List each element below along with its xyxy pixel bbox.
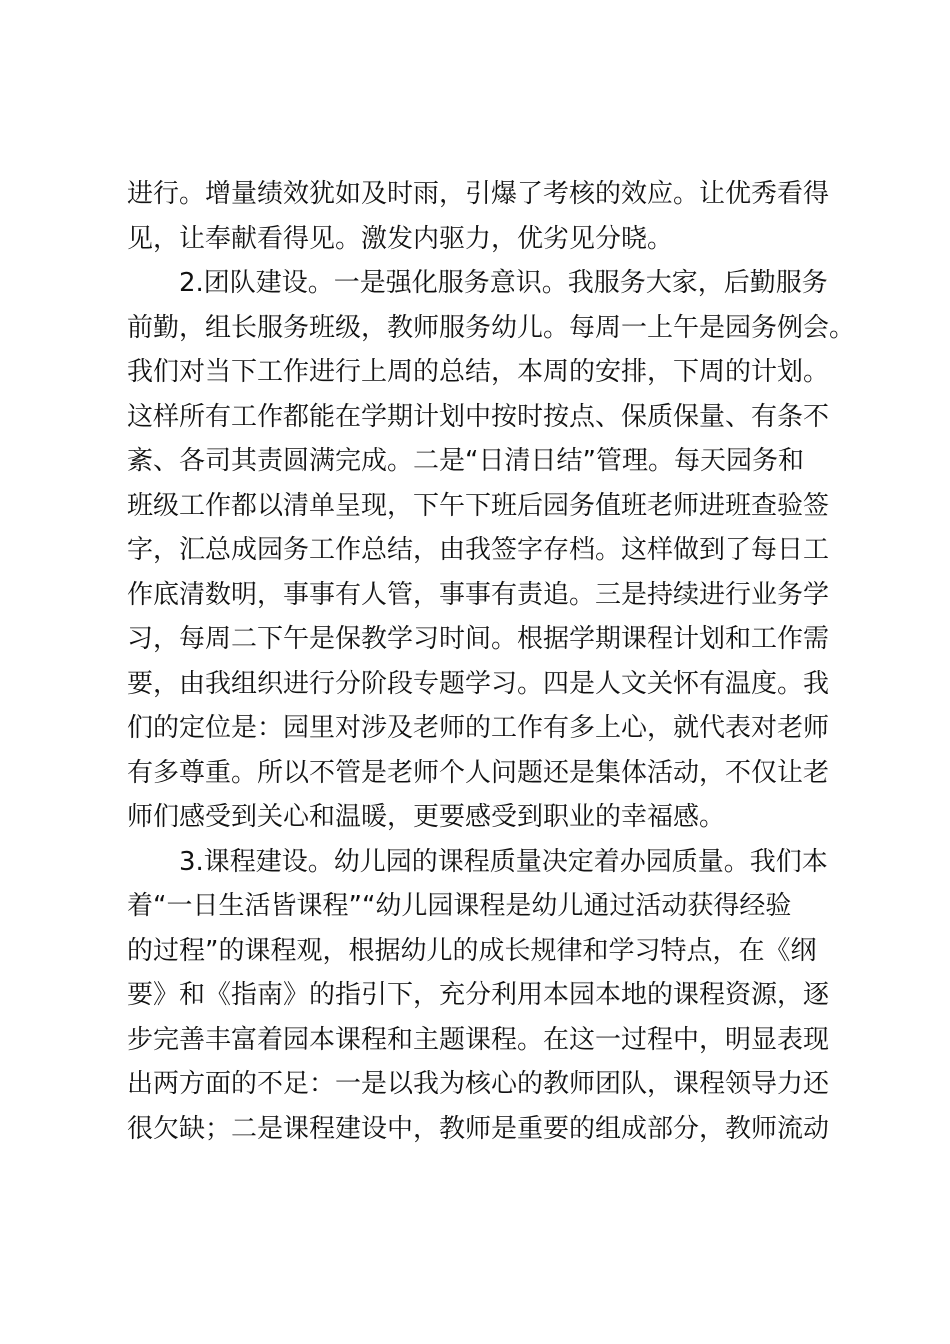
paragraph-team-building [127,261,856,840]
text-line: 3.课程建设。幼儿园的课程质量决定着办园质量。我们本 [179,846,828,877]
text-line: 步完善丰富着园本课程和主题课程。在这一过程中，明显表现 [127,1024,830,1055]
text-line: 字，汇总成园务工作总结，由我签字存档。这样做到了每日工 [127,535,830,565]
text-line: 师们感受到关心和温暖，更要感受到职业的幸福感。 [127,802,726,832]
text-line: 这样所有工作都能在学期计划中按时按点、保质保量、有条不 [127,401,830,432]
text-line: 要，由我组织进行分阶段专题学习。四是人文关怀有温度。我 [127,668,830,699]
text-line: 前勤，组长服务班级，教师服务幼儿。每周一上午是园务例会。 [127,312,856,343]
text-line: 紊、各司其责圆满完成。二是“日清日结”管理。每天园务和 [127,446,804,476]
text-line: 见，让奉献看得见。激发内驱力，优劣见分晓。 [127,223,674,254]
text-line: 要》和《指南》的指引下，充分利用本园本地的课程资源，逐 [127,980,830,1010]
text-line: 班级工作都以清单呈现，下午下班后园务值班老师进班查验签 [127,490,830,521]
paragraph-curriculum-building [127,840,847,1152]
text-line: 着“一日生活皆课程”“幼儿园课程是幼儿通过活动获得经验 [127,891,792,921]
text-line: 进行。增量绩效犹如及时雨，引爆了考核的效应。让优秀看得 [127,179,830,209]
text-line: 的过程”的课程观，根据幼儿的成长规律和学习特点，在《纲 [127,935,817,966]
text-line: 2.团队建设。一是强化服务意识。我服务大家，后勤服务 [179,268,828,298]
text-line: 我们对当下工作进行上周的总结，本周的安排，下周的计划。 [127,357,830,387]
text-line: 很欠缺；二是课程建设中，教师是重要的组成部分，教师流动 [127,1113,830,1144]
text-line: 作底清数明，事事有人管，事事有责追。三是持续进行业务学 [127,579,830,610]
paragraph-continuation [127,172,847,261]
text-line: 们的定位是：园里对涉及老师的工作有多上心，就代表对老师 [127,713,830,743]
body-text [127,172,856,1151]
text-line: 出两方面的不足：一是以我为核心的教师团队，课程领导力还 [127,1069,830,1099]
text-line: 有多尊重。所以不管是老师个人问题还是集体活动，不仅让老 [127,757,830,788]
text-line: 习，每周二下午是保教学习时间。根据学期课程计划和工作需 [127,624,830,654]
